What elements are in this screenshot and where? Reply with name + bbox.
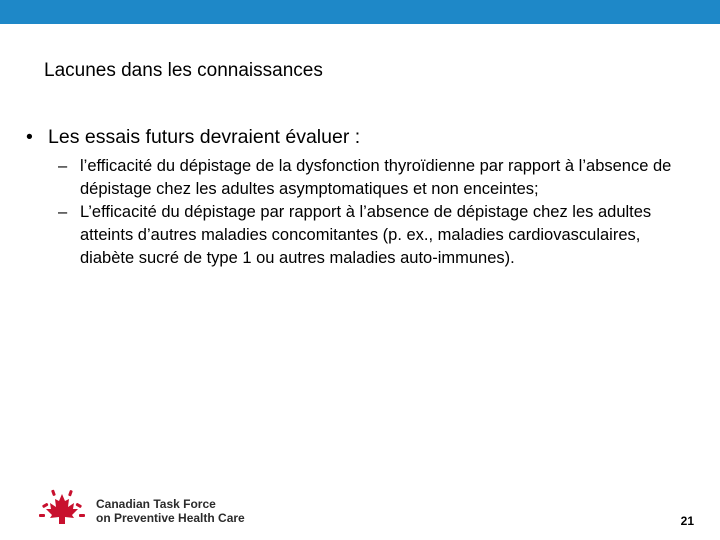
sub-bullet-item (58, 155, 698, 201)
sub-bullet-item (58, 201, 698, 270)
dash-marker: – (58, 203, 68, 221)
dash-marker: – (58, 157, 68, 175)
logo-text (96, 497, 245, 525)
sub-bullet-text: l’efficacité du dépistage de la dysfonction thyroïdienne par rapport à l’absence de dépistage chez les adultes asymptomatiques et non enceintes; (80, 157, 672, 198)
bullet-marker: • (26, 126, 33, 148)
sub-bullet-list (58, 155, 698, 270)
ctfphc-logo (36, 488, 276, 528)
bullet-item (26, 125, 706, 149)
sub-bullet-text: L’efficacité du dépistage par rapport à l’absence de dépistage chez les adultes atteints d’autres maladies concomitantes (p. ex., maladies cardiovasculaires, diabète sucré de type 1 ou autres maladies auto-immunes). (80, 203, 652, 267)
slide-title: Lacunes dans les connaissances (44, 60, 323, 81)
page-number: 21 (680, 514, 694, 528)
maple-leaf-icon (36, 488, 88, 528)
logo-line-1: Canadian Task Force (96, 497, 216, 511)
top-bar (0, 0, 720, 24)
logo-line-2: on Preventive Health Care (96, 511, 245, 525)
bullet-text: Les essais futurs devraient évaluer : (48, 126, 361, 148)
